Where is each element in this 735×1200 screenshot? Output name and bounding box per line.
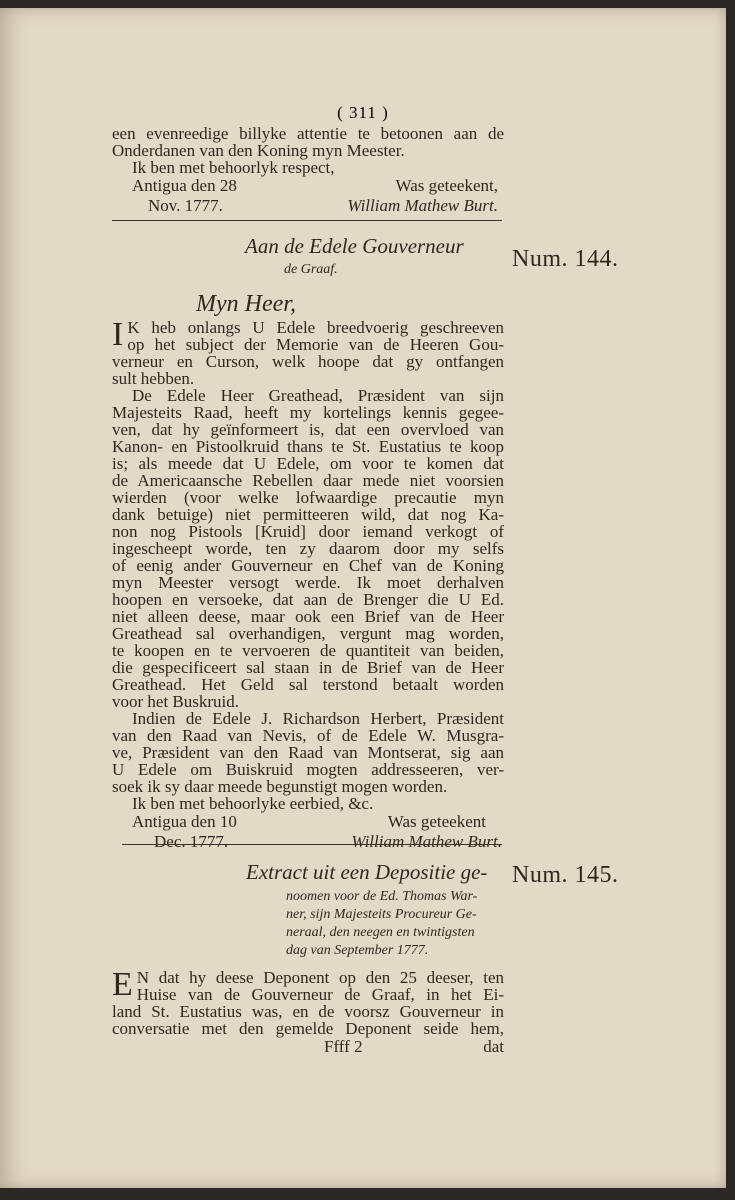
text-line: De Edele Heer Greathead, Præsident van sijn [132, 386, 504, 405]
sign-date: Nov. 1777. [148, 196, 223, 215]
text-line: ve, Præsident van den Raad van Montserat, sig aan [112, 743, 504, 762]
text-line: myn Meester versogt werde. Ik moet derhalven [112, 573, 504, 592]
drop-capital: E [112, 966, 133, 1003]
sign-place-date: Antigua den 10 [132, 812, 237, 831]
text-line: of eenig ander Gouverneur en Chef van de Koning [112, 556, 504, 575]
text-line: K heb onlangs U Edele breedvoerig geschreeven [127, 318, 504, 337]
signature-row [112, 832, 504, 852]
margin-number-145: Num. 145. [512, 862, 619, 888]
text-line: Onderdanen van den Koning myn Meester. [112, 141, 405, 160]
closing-line: Ik ben met behoorlyke eerbied, &c. [132, 794, 374, 813]
text-line: dank betuige) niet permitteeren wild, dat nog Ka- [112, 505, 504, 524]
text-line: land St. Eustatius was, en de voorsz Gouverneur in [112, 1002, 504, 1021]
text-line: sult hebben. [112, 369, 195, 388]
section-rule [112, 220, 502, 221]
signatory-name: William Mathew Burt. [347, 196, 498, 215]
extract-title: Extract uit een Depositie ge- [246, 860, 488, 884]
signature-mark: Ffff 2 [324, 1037, 363, 1056]
text-line: Kanon- en Pistoolkruid thans te St. Eustatius te koop [112, 437, 504, 456]
text-line: ven, dat hy geïnformeert is, dat een overvloed van [112, 420, 504, 439]
sign-date: Dec. 1777. [154, 832, 229, 851]
sign-attest: Was geteekent, [395, 176, 498, 195]
page-folio: ( 311 ) [337, 103, 389, 122]
page-footer [112, 1037, 504, 1057]
drop-capital: I [112, 316, 124, 353]
extract-145-body [112, 966, 504, 1057]
signature-row [112, 196, 504, 216]
text-line: Majesteits Raad, heeft my kortelings kennis gegee- [112, 403, 504, 422]
extract-title-line: neraal, den neegen en twintigsten [286, 925, 475, 940]
text-line: de Americaansche Rebellen daar mede niet voorsien [112, 471, 504, 490]
sign-place-date: Antigua den 28 [132, 176, 237, 195]
closing-line: Ik ben met behoorlyk respect, [132, 158, 335, 177]
text-line: een evenreedige billyke attentie te betoonen aan de [112, 124, 504, 143]
text-line: Greathead sal overhandigen, vergunt mag worden, [112, 624, 504, 643]
text-line: van den Raad van Nevis, of de Edele W. Musgra- [112, 726, 504, 745]
letter-144-body [112, 316, 504, 852]
letter-address: Aan de Edele Gouverneur [245, 234, 464, 258]
letter-address-name: de Graaf. [284, 262, 338, 277]
text-line: conversatie met den gemelde Deponent seide hem, [112, 1019, 504, 1038]
catchword: dat [483, 1037, 504, 1056]
extract-title-line: ner, sijn Majesteits Procureur Ge- [286, 907, 477, 922]
signature-row [112, 176, 504, 196]
text-line: is; als meede dat U Edele, om voor te komen dat [112, 454, 504, 473]
signature-row [112, 812, 504, 832]
margin-number-144: Num. 144. [512, 246, 619, 272]
text-line: N dat hy deese Deponent op den 25 deeser, ten [136, 968, 504, 987]
text-line: wierden (voor welke lofwaardige precautie myn [112, 488, 504, 507]
book-page [0, 8, 726, 1188]
text-line: niet alleen deese, maar ook een Brief van de Heer [112, 607, 504, 626]
text-line: Indien de Edele J. Richardson Herbert, Præsident [132, 709, 504, 728]
text-line: die gespecificeert sal staan in de Brief van de Heer [112, 658, 504, 677]
text-line: non nog Pistools [Kruid] door iemand verkogt of [112, 522, 504, 541]
signatory-name: William Mathew Burt. [351, 832, 502, 851]
text-line: soek ik sy daar meede begunstigt mogen worden. [112, 777, 448, 796]
text-line: ingescheept worde, ten zy daarom door my selfs [112, 539, 504, 558]
salutation: Myn Heer, [196, 291, 296, 317]
extract-title-line: noomen voor de Ed. Thomas War- [286, 889, 478, 904]
text-line: voor het Buskruid. [112, 692, 240, 711]
text-line: te koopen en te vervoeren de quantiteit van beiden, [112, 641, 504, 660]
text-line: U Edele om Buiskruid mogten addresseeren, ver- [112, 760, 504, 779]
continuation-block [112, 125, 504, 216]
text-line: hoopen en versoeke, dat aan de Brenger die U Ed. [112, 590, 504, 609]
text-line: op het subject der Memorie van de Heeren Gou- [127, 335, 504, 354]
text-line: Huise van de Gouverneur de Graaf, in het Ei- [136, 985, 504, 1004]
section-rule [122, 844, 502, 845]
text-line: Greathead. Het Geld sal terstond betaalt worden [112, 675, 504, 694]
sign-attest: Was geteekent [387, 812, 486, 831]
text-line: verneur en Curson, welk hoope dat gy ontfangen [112, 352, 504, 371]
extract-title-line: dag van September 1777. [286, 943, 429, 958]
